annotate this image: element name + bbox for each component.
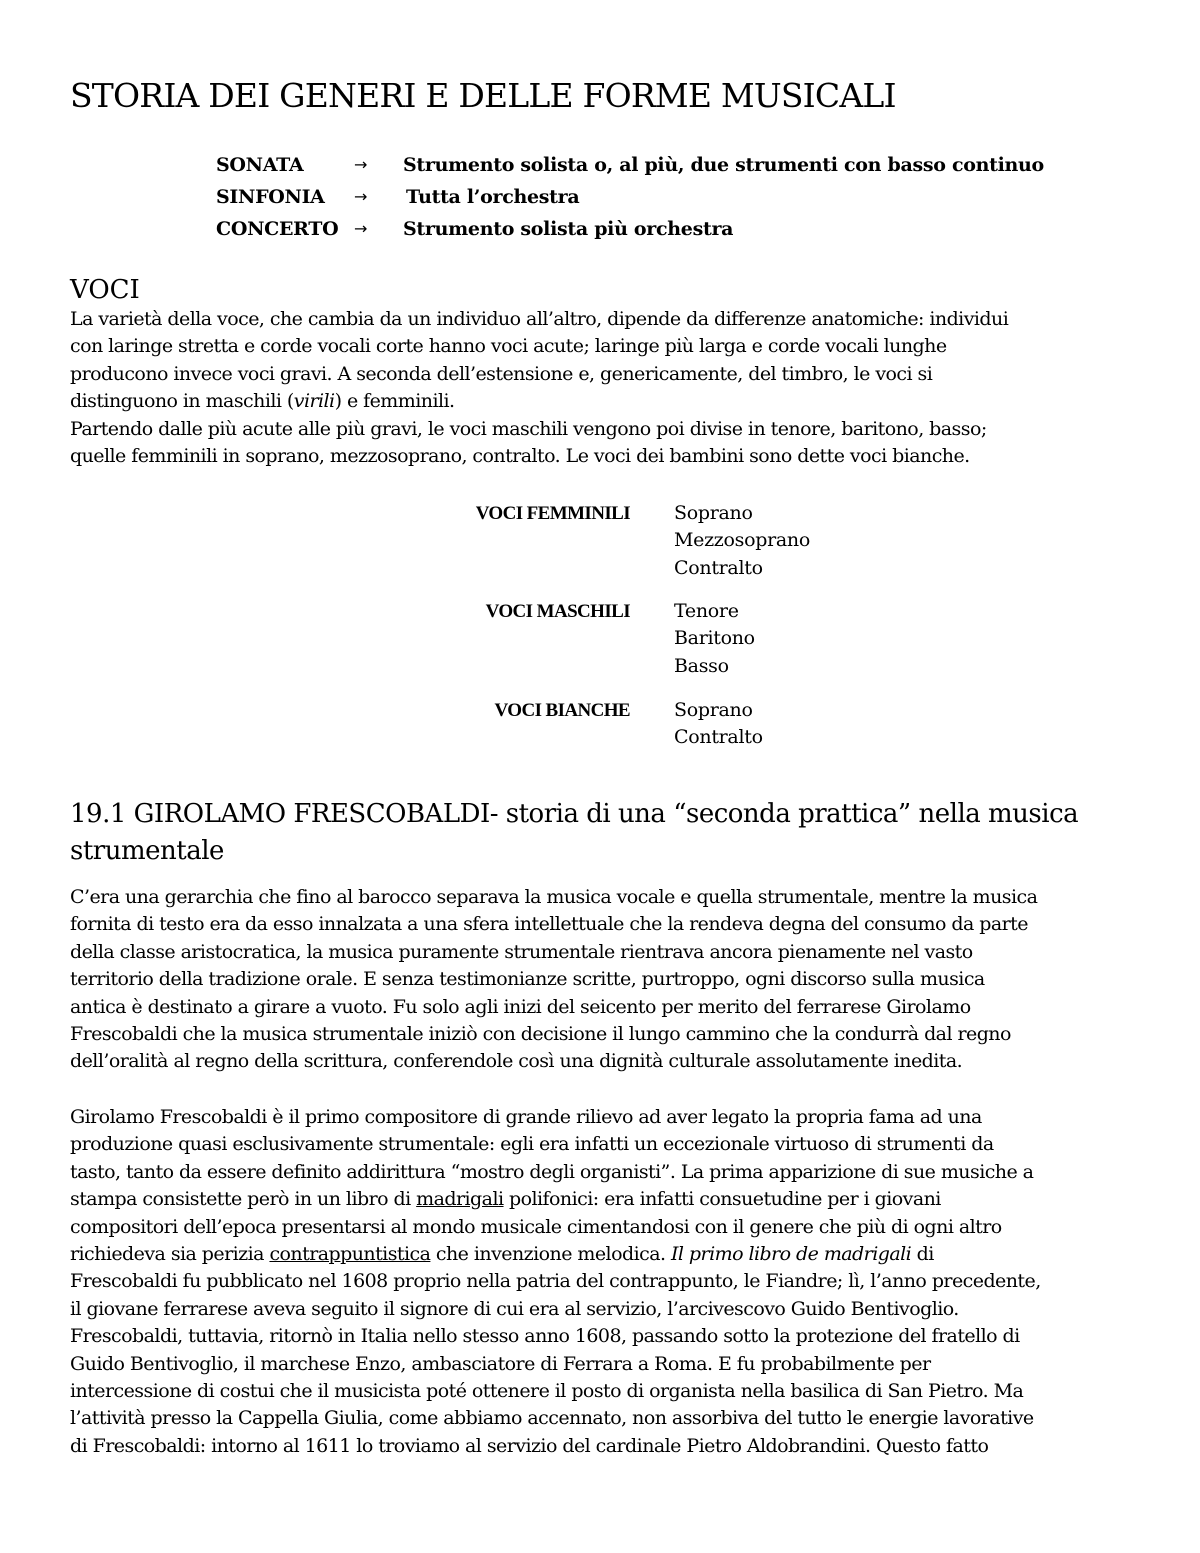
text-line: Frescobaldi fu pubblicato nel 1608 proprio nella patria del contrappunto, le Fiandre; lì, l’anno precedente,	[70, 1270, 1041, 1293]
underlined-term-contrappuntistica: contrappuntistica	[269, 1243, 431, 1266]
voice-item: Contralto	[674, 726, 763, 749]
text-fragment: polifonici: era infatti consuetudine per i giovani	[503, 1188, 941, 1211]
text-line: con laringe stretta e corde vocali corte hanno voci acute; laringe più larga e corde vocali lunghe	[70, 335, 947, 358]
form-description: Strumento solista o, al più, due strumenti con basso continuo	[403, 154, 1044, 176]
italic-term: virili	[293, 390, 335, 413]
text-line: territorio della tradizione orale. E senza testimonianze scritte, purtroppo, ogni discorso sulla musica	[70, 968, 985, 991]
text-line: Girolamo Frescobaldi è il primo compositore di grande rilievo ad aver legato la propria fama ad una	[70, 1106, 982, 1128]
form-description: Tutta l’orchestra	[406, 186, 580, 208]
text-fragment: richiedeva sia perizia	[70, 1243, 270, 1266]
page-title: STORIA DEI GENERI E DELLE FORME MUSICALI	[70, 76, 896, 115]
text-line: quelle femminili in soprano, mezzosoprano, contralto. Le voci dei bambini sono dette voci bianche.	[70, 445, 970, 468]
paragraph-gerarchia	[70, 884, 1140, 1076]
voice-item: Basso	[674, 654, 729, 677]
heading-line: 19.1 GIROLAMO FRESCOBALDI- storia di una “seconda prattica” nella musica	[70, 799, 1079, 829]
right-arrow-icon: →	[354, 155, 368, 174]
italic-book-title: Il primo libro de madrigali	[670, 1243, 912, 1266]
voice-item: Soprano	[674, 699, 753, 721]
form-description: Strumento solista più orchestra	[403, 218, 734, 240]
voice-list	[674, 598, 755, 680]
paragraph-frescobaldi	[70, 1104, 1140, 1460]
form-name: SINFONIA	[216, 186, 325, 208]
text-fragment: che invenzione melodica.	[430, 1243, 671, 1266]
text-line: dell’oralità al regno della scrittura, conferendole così una dignità culturale assolutamente inedita.	[70, 1050, 963, 1073]
text-fragment: distinguono in maschili (	[70, 390, 294, 413]
text-line: La varietà della voce, che cambia da un individuo all’altro, dipende da differenze anatomiche: individui	[70, 308, 1009, 330]
voice-item: Tenore	[674, 600, 739, 622]
form-name: SONATA	[216, 154, 304, 176]
text-fragment: ) e femminili.	[334, 390, 455, 413]
voice-item: Mezzosoprano	[674, 529, 810, 552]
text-line: l’attività presso la Cappella Giulia, come abbiamo accennato, non assorbiva del tutto le energie lavorative	[70, 1407, 1034, 1430]
heading-line: strumentale	[70, 836, 224, 866]
form-name: CONCERTO	[216, 218, 339, 240]
text-line: antica è destinato a girare a vuoto. Fu solo agli inizi del seicento per merito del ferrarese Girolamo	[70, 995, 971, 1018]
text-line	[70, 1241, 1140, 1268]
text-line: Frescobaldi che la musica strumentale iniziò con decisione il lungo cammino che la condurrà dal regno	[70, 1023, 1011, 1046]
section-heading-frescobaldi	[70, 796, 1150, 870]
voice-list	[674, 697, 763, 752]
section-heading-voci: VOCI	[70, 275, 140, 305]
paragraph-voci	[70, 306, 1140, 470]
text-fragment: di	[911, 1243, 934, 1266]
voice-group-label: VOCI BIANCHE	[494, 700, 630, 721]
right-arrow-icon: →	[354, 219, 368, 238]
text-line: intercessione di costui che il musicista poté ottenere il posto di organista nella basilica di San Pietro. Ma	[70, 1380, 1024, 1403]
voice-item: Contralto	[674, 556, 763, 579]
text-line: Frescobaldi, tuttavia, ritornò in Italia nello stesso anno 1608, passando sotto la protezione del fratello di	[70, 1325, 1020, 1348]
voice-item: Baritono	[674, 627, 755, 650]
voice-group-label: VOCI MASCHILI	[485, 601, 630, 622]
text-line: C’era una gerarchia che fino al barocco separava la musica vocale e quella strumentale, mentre la musica	[70, 886, 1038, 908]
text-line: producono invece voci gravi. A seconda dell’estensione e, genericamente, del timbro, le voci si	[70, 362, 933, 385]
text-line: di Frescobaldi: intorno al 1611 lo troviamo al servizio del cardinale Pietro Aldobrandini. Questo fatto	[70, 1434, 989, 1457]
text-line	[70, 1186, 1140, 1213]
text-line: Guido Bentivoglio, il marchese Enzo, ambasciatore di Ferrara a Roma. E fu probabilmente per	[70, 1352, 931, 1375]
text-fragment: stampa consistette però in un libro di	[70, 1188, 417, 1211]
text-line: produzione quasi esclusivamente strumentale: egli era infatti un eccezionale virtuoso di strumenti da	[70, 1133, 994, 1156]
text-line: Partendo dalle più acute alle più gravi, le voci maschili vengono poi divise in tenore, baritono, basso;	[70, 417, 987, 440]
text-line: della classe aristocratica, la musica puramente strumentale rientrava ancora pienamente nel vasto	[70, 940, 973, 963]
text-line	[70, 388, 1140, 415]
text-line: il giovane ferrarese aveva seguito il signore di cui era al servizio, l’arcivescovo Guido Bentivoglio.	[70, 1297, 959, 1320]
underlined-term-madrigali: madrigali	[416, 1188, 504, 1211]
voice-list	[674, 500, 810, 582]
text-line: fornita di testo era da esso innalzata a una sfera intellettuale che la rendeva degna del consumo da parte	[70, 913, 1028, 936]
voice-item: Soprano	[674, 502, 753, 524]
right-arrow-icon: →	[354, 187, 368, 206]
text-line: tasto, tanto da essere definito addirittura “mostro degli organisti”. La prima apparizione di sue musiche a	[70, 1160, 1034, 1183]
voice-group-label: VOCI FEMMINILI	[475, 503, 630, 524]
text-line: compositori dell’epoca presentarsi al mondo musicale cimentandosi con il genere che più di ogni altro	[70, 1215, 1002, 1238]
